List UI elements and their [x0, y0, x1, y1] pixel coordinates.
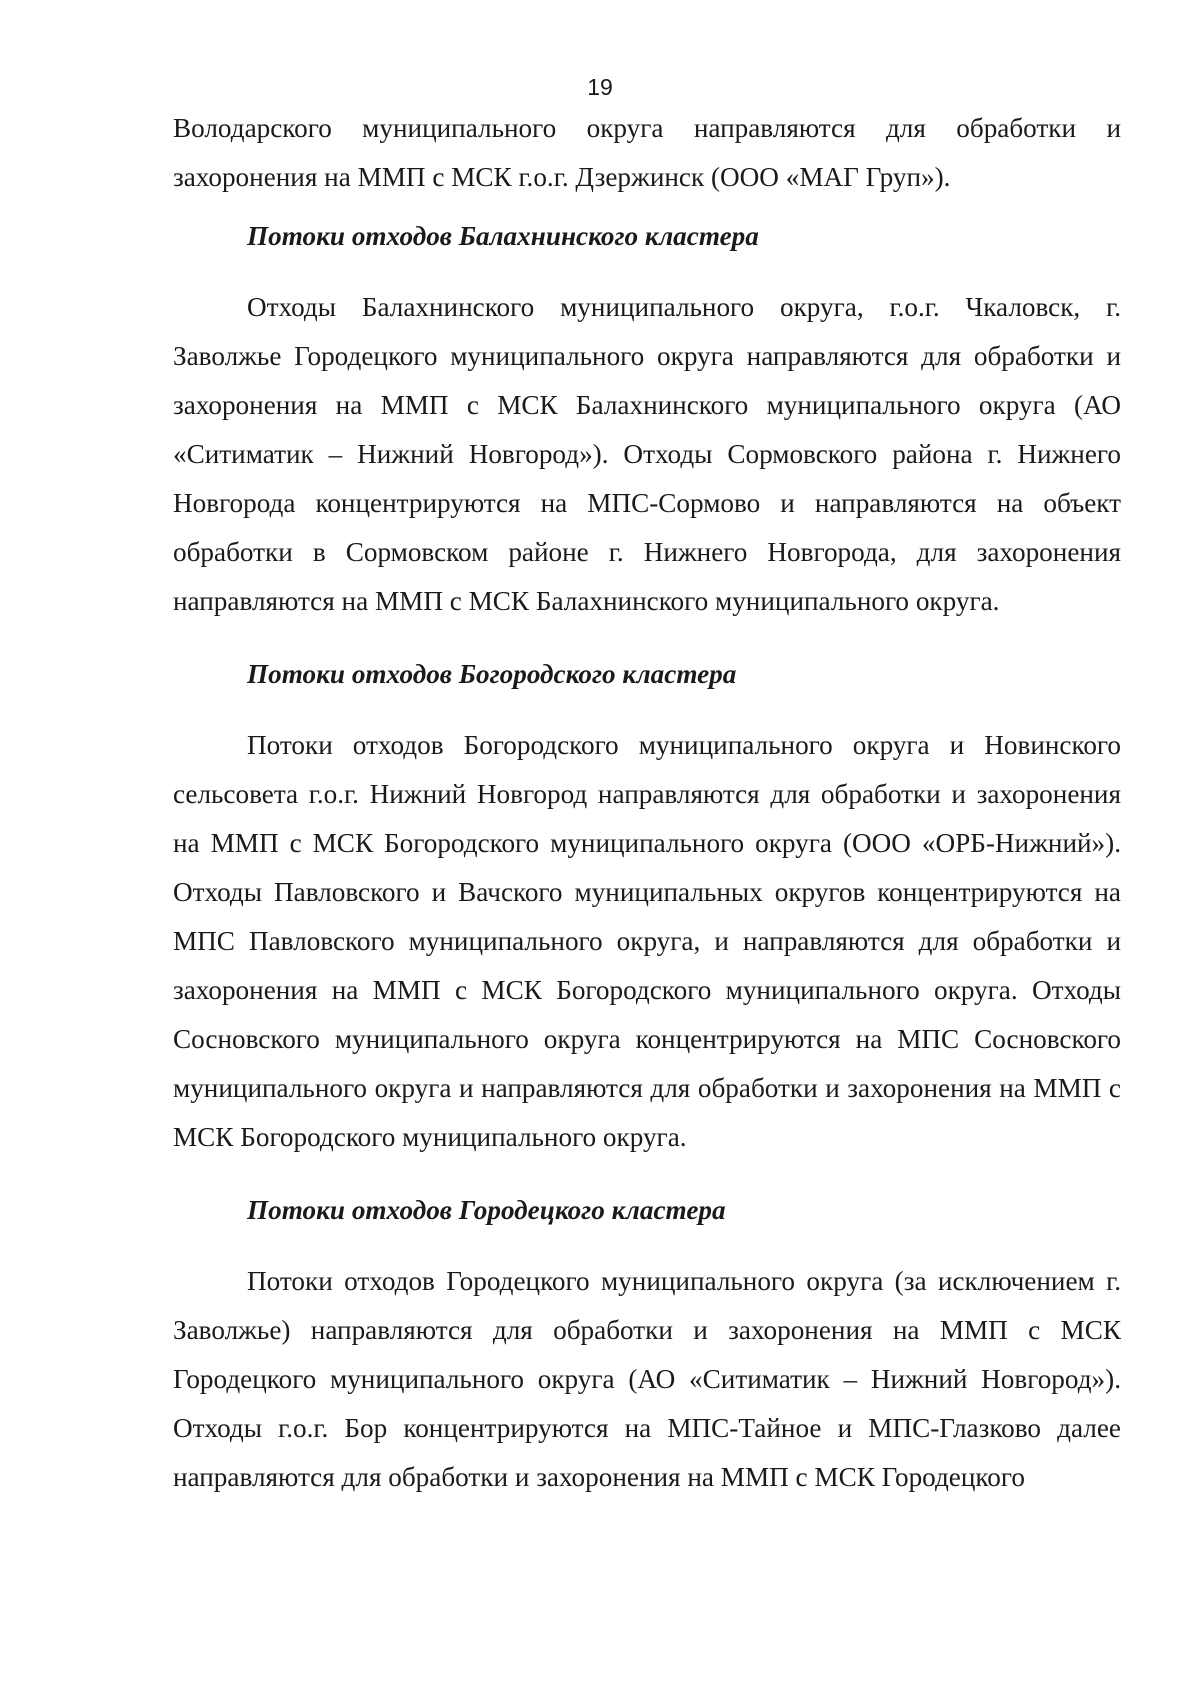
- section-paragraph-bogorodsk: Потоки отходов Богородского муниципального округа и Новинского сельсовета г.о.г. Нижний Новгород направляются для обработки и захоронения на ММП с МСК Богородского муниципального округа (ООО «ОРБ-Нижний»). Отходы Павловского и Вачского муниципальных округов концентрируются на МПС Павловского муниципального округа, и направляются для обработки и захоронения на ММП с МСК Богородского муниципального округа. Отходы Сосновского муниципального округа концентрируются на МПС Сосновского муниципального округа и направляются для обработки и захоронения на ММП с МСК Богородского муниципального округа.: [173, 730, 1121, 1152]
- section-heading-bogorodsk: Потоки отходов Богородского кластера: [247, 659, 737, 689]
- section-paragraph-gorodets: Потоки отходов Городецкого муниципального округа (за исключением г. Заволжье) направляются для обработки и захоронения на ММП с МСК Городецкого муниципального округа (АО «Ситиматик – Нижний Новгород»). Отходы г.о.г. Бор концентрируются на МПС-Тайное и МПС-Глазково далее направляются для обработки и захоронения на ММП с МСК Городецкого: [173, 1266, 1121, 1492]
- section-heading-gorodets: Потоки отходов Городецкого кластера: [247, 1195, 726, 1225]
- section-paragraph-balakhna: Отходы Балахнинского муниципального округа, г.о.г. Чкаловск, г. Заволжье Городецкого муниципального округа направляются для обработки и захоронения на ММП с МСК Балахнинского муниципального округа (АО «Ситиматик – Нижний Новгород»). Отходы Сормовского района г. Нижнего Новгорода концентрируются на МПС-Сормово и направляются на объект обработки в Сормовском районе г. Нижнего Новгорода, для захоронения направляются на ММП с МСК Балахнинского муниципального округа.: [173, 292, 1121, 616]
- document-body: [173, 104, 1121, 1502]
- page-number: 19: [587, 74, 613, 100]
- intro-paragraph: Володарского муниципального округа направляются для обработки и захоронения на ММП с МСК г.о.г. Дзержинск (ООО «МАГ Груп»).: [173, 113, 1121, 192]
- section-heading-balakhna: Потоки отходов Балахнинского кластера: [247, 221, 759, 251]
